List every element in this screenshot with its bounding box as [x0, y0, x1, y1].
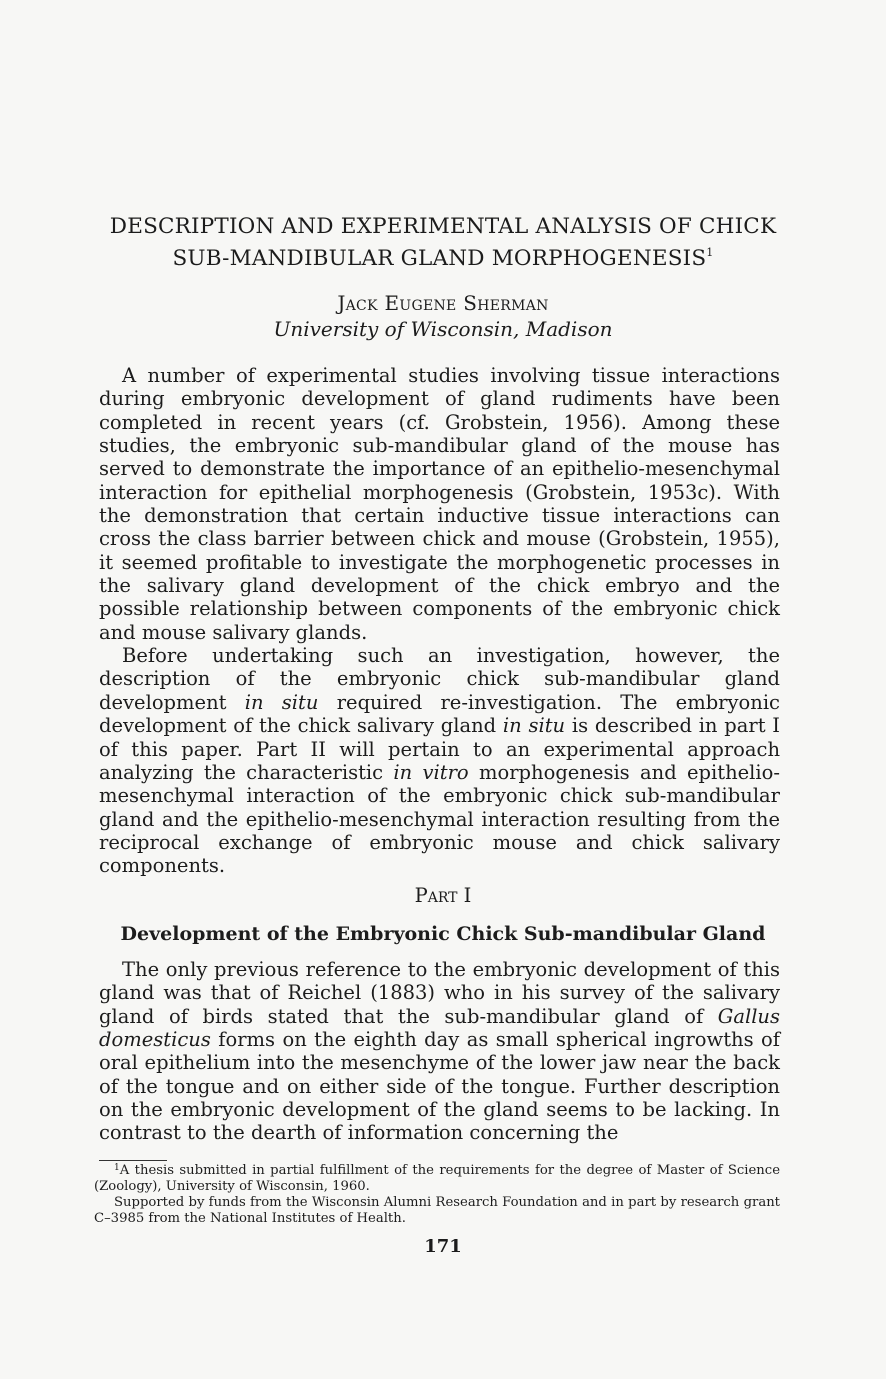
intro-paragraph-1: A number of experimental studies involving tissue interactions during embryonic development of gland rudiments have been completed in recent years (cf. Grobstein, 1956). Among these studies, the embryonic sub-mandibular gland of the mouse has served to demonstrate the importance of an epithelio-mesenchymal interaction for epithelial morphogenesis (Grobstein, 1953c). With the demonstration that certain inductive tissue interactions can cross the class barrier between chick and mouse (Grobstein, 1955), it seemed profitable to investigate the morphogenetic processes in the salivary gland development of the chick embryo and the possible relationship between components of the embryonic chick and mouse salivary glands.	[99, 364, 780, 644]
text-run: morphogenesis and epithelio-mesenchymal interaction of the embryonic chick sub-mandibular gland and the epithelio-mesenchymal interaction resulting from the reciprocal exchange of embryonic mouse and chick salivary components.	[99, 760, 780, 878]
footnotes	[94, 1160, 780, 1227]
footnote-1-mark: 1	[114, 1163, 120, 1173]
page-number: 171	[424, 1236, 462, 1257]
part-heading: Part I	[414, 884, 472, 907]
italic-term: in vitro	[393, 760, 469, 784]
intro-paragraph-2	[99, 644, 780, 877]
text-run: required re-investigation. The embryonic development of the chick salivary gland	[99, 690, 780, 738]
part-1-body	[99, 958, 780, 1145]
author-affiliation: University of Wisconsin, Madison	[273, 317, 613, 341]
part-1-paragraph-1	[99, 958, 780, 1145]
italic-term: in situ	[244, 690, 319, 714]
title-line-1: DESCRIPTION AND EXPERIMENTAL ANALYSIS OF CHICK	[109, 214, 777, 239]
text-run: Before undertaking such an investigation, however, the description of the embryonic chick sub-mandibular gland development	[99, 644, 780, 714]
footnote-1-text: A thesis submitted in partial fulfillment of the requirements for the degree of Master of Science (Zoology), University of Wisconsin, 1960.	[94, 1163, 780, 1194]
article-title	[60, 214, 826, 272]
author-name: Jack Eugene Sherman	[337, 291, 549, 315]
text-run: forms on the eighth day as small spherical ingrowths of oral epithelium into the mesenchyme of the lower jaw near the back of the tongue and on either side of the tongue. Further description on the embryonic development of the gland seems to be lacking. In contrast to the dearth of information concerning the	[99, 1028, 780, 1145]
title-footnote-mark: 1	[706, 246, 714, 259]
italic-term: Gallus domesticus	[99, 1004, 780, 1052]
footnote-1	[94, 1160, 780, 1195]
text-run: is described in part I of this paper. Part II will pertain to an experimental approach analyzing the characteristic	[99, 714, 780, 784]
section-heading: Development of the Embryonic Chick Sub-mandibular Gland	[120, 923, 766, 945]
title-line-2	[60, 240, 826, 272]
text-run: The only previous reference to the embryonic development of this gland was that of Reichel (1883) who in his survey of the salivary gland of birds stated that the sub-mandibular gland of	[99, 958, 780, 1028]
footnote-2: Supported by funds from the Wisconsin Alumni Research Foundation and in part by research grant C–3985 from the National Institutes of Health.	[94, 1195, 780, 1226]
introduction	[99, 364, 780, 878]
title-line-2-text: SUB-MANDIBULAR GLAND MORPHOGENESIS	[172, 246, 707, 271]
italic-term: in situ	[502, 714, 566, 738]
